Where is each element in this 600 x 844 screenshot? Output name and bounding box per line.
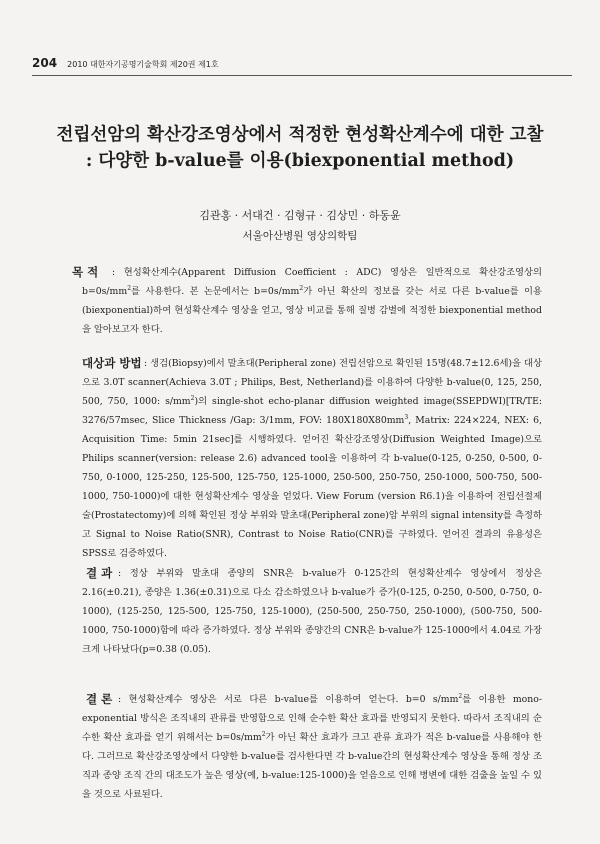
- section-label-methods: 대상과 방법: [82, 356, 142, 370]
- section-results: [82, 564, 542, 659]
- author-list: 김관홍 · 서대건 · 김형규 · 김상민 · 하동윤: [199, 209, 401, 222]
- journal-name: 2010 대한자기공명기술학회 제20권 제1호: [67, 60, 219, 69]
- section-purpose: [72, 263, 542, 339]
- section-body-purpose: : 현성확산계수(Apparent Diffusion Coefficient : ADC) 영상은 일반적으로 확산강조영상의 $b=0s/mm^2$를 사용한다. 본 논문에서는 $b=0s/mm^2$가 아닌 확산의 정보를 갖는 서로 다른 b-value를 이용(biexponential)하여 현성확산계수 영상을 얻고, 영상 비교를 통해 질병 감별에 적정한 biexponential method을 알아보고자 한다.: [82, 267, 542, 335]
- running-header: [32, 52, 572, 76]
- affiliation: 서울아산병원 영상의학팀: [242, 230, 358, 242]
- section-label-results: 결 과: [86, 566, 113, 580]
- section-conclusion: [82, 690, 542, 804]
- paper-title-line1: 전립선암의 확산강조영상에서 적정한 현성확산계수에 대한 고찰: [56, 125, 544, 145]
- paper-title-line2: : 다양한 b-value를 이용(biexponential method): [85, 151, 515, 171]
- section-label-purpose: 목 적: [72, 265, 99, 279]
- page-number: 204: [32, 56, 58, 70]
- section-methods: [82, 354, 542, 563]
- section-body-results: : 정상 부위와 말초대 종양의 SNR은 b-value가 0-125간의 현성확산계수 영상에서 정상은 2.16(±0.21), 종양은 1.36(±0.31)으로 다소 감소하였으나 b-value가 증가(0-125, 0-250, 0-500, 0-750, 0-1000), (125-250, 125-500, 125-750, 125-1000), (250-500, 250-750, 250-1000), (500-750, 500-1000, 750-1000)함에 따라 증가하였다. 정상 부위와 종양간의 CNR은 b-value가 125-1000에서 4.04로 가장 크게 나타났다(p=0.38 (0.05).: [82, 568, 542, 655]
- section-body-methods: : 생검(Biopsy)에서 말초대(Peripheral zone) 전립선암으로 확인된 15명(48.7±12.6세)을 대상으로 3.0T scanner(Achieva 3.0T ; Philips, Best, Netherland)를 이용하여 다양한 b-value(0, 125, 250, 500, 750, 1000: $s/mm^2$)의 single-shot echo-planar diffusion weighted image(SSEPDWI)[TR/TE: 3276/57msec, Slice Thickness /Gap: 3/1mm, FOV: $180X180X80mm^3$, Matrix: 224×224, NEX: 6, Acquisition Time: 5min 21sec]를 시행하였다. 얻어진 확산강조영상(Diffusion Weighted Image)으로 Philips scanner(version: release 2.6) advanced tool을 이용하여 각 b-value(0-125, 0-250, 0-500, 0-750, 0-1000, 125-250, 125-500, 125-750, 125-1000, 250-500, 250-750, 250-1000, 500-750, 500-1000, 750-1000)에 대한 현성확산계수 영상을 얻었다. View Forum (version R6.1)을 이용하여 전립선절제술(Prostatectomy)에 의해 확인된 정상 부위와 말초대(Peripheral zone)암 부위의 signal intensity를 측정하고 Signal to Noise Ratio(SNR), Contrast to Noise Ratio(CNR)를 구하였다. 얻어진 결과의 유용성은 SPSS로 검증하였다.: [82, 358, 543, 559]
- section-body-conclusion: : 현성확산계수 영상은 서로 다른 b-value를 이용하여 얻는다. b=0 $s/mm^2$를 이용한 mono-exponential 방식은 조직내의 관류를 반영함으로 인해 순수한 확산 효과를 반영되지 못한다. 따라서 조직내의 순수한 확산 효과를 얻기 위해서는 $b=0s/mm^2$가 아닌 확산 효과가 크고 관류 효과가 적은 b-value를 사용해야 한다. 그러므로 확산강조영상에서 다양한 b-value를 검사한다면 각 b-value간의 현성확산계수 영상을 통해 정상 조직과 종양 조직 간의 대조도가 높은 영상(예, b-value:125-1000)을 얻음으로 인해 병변에 대한 검출을 높일 수 있을 것으로 사료된다.: [82, 692, 542, 800]
- section-label-conclusion: 결 론: [86, 692, 113, 706]
